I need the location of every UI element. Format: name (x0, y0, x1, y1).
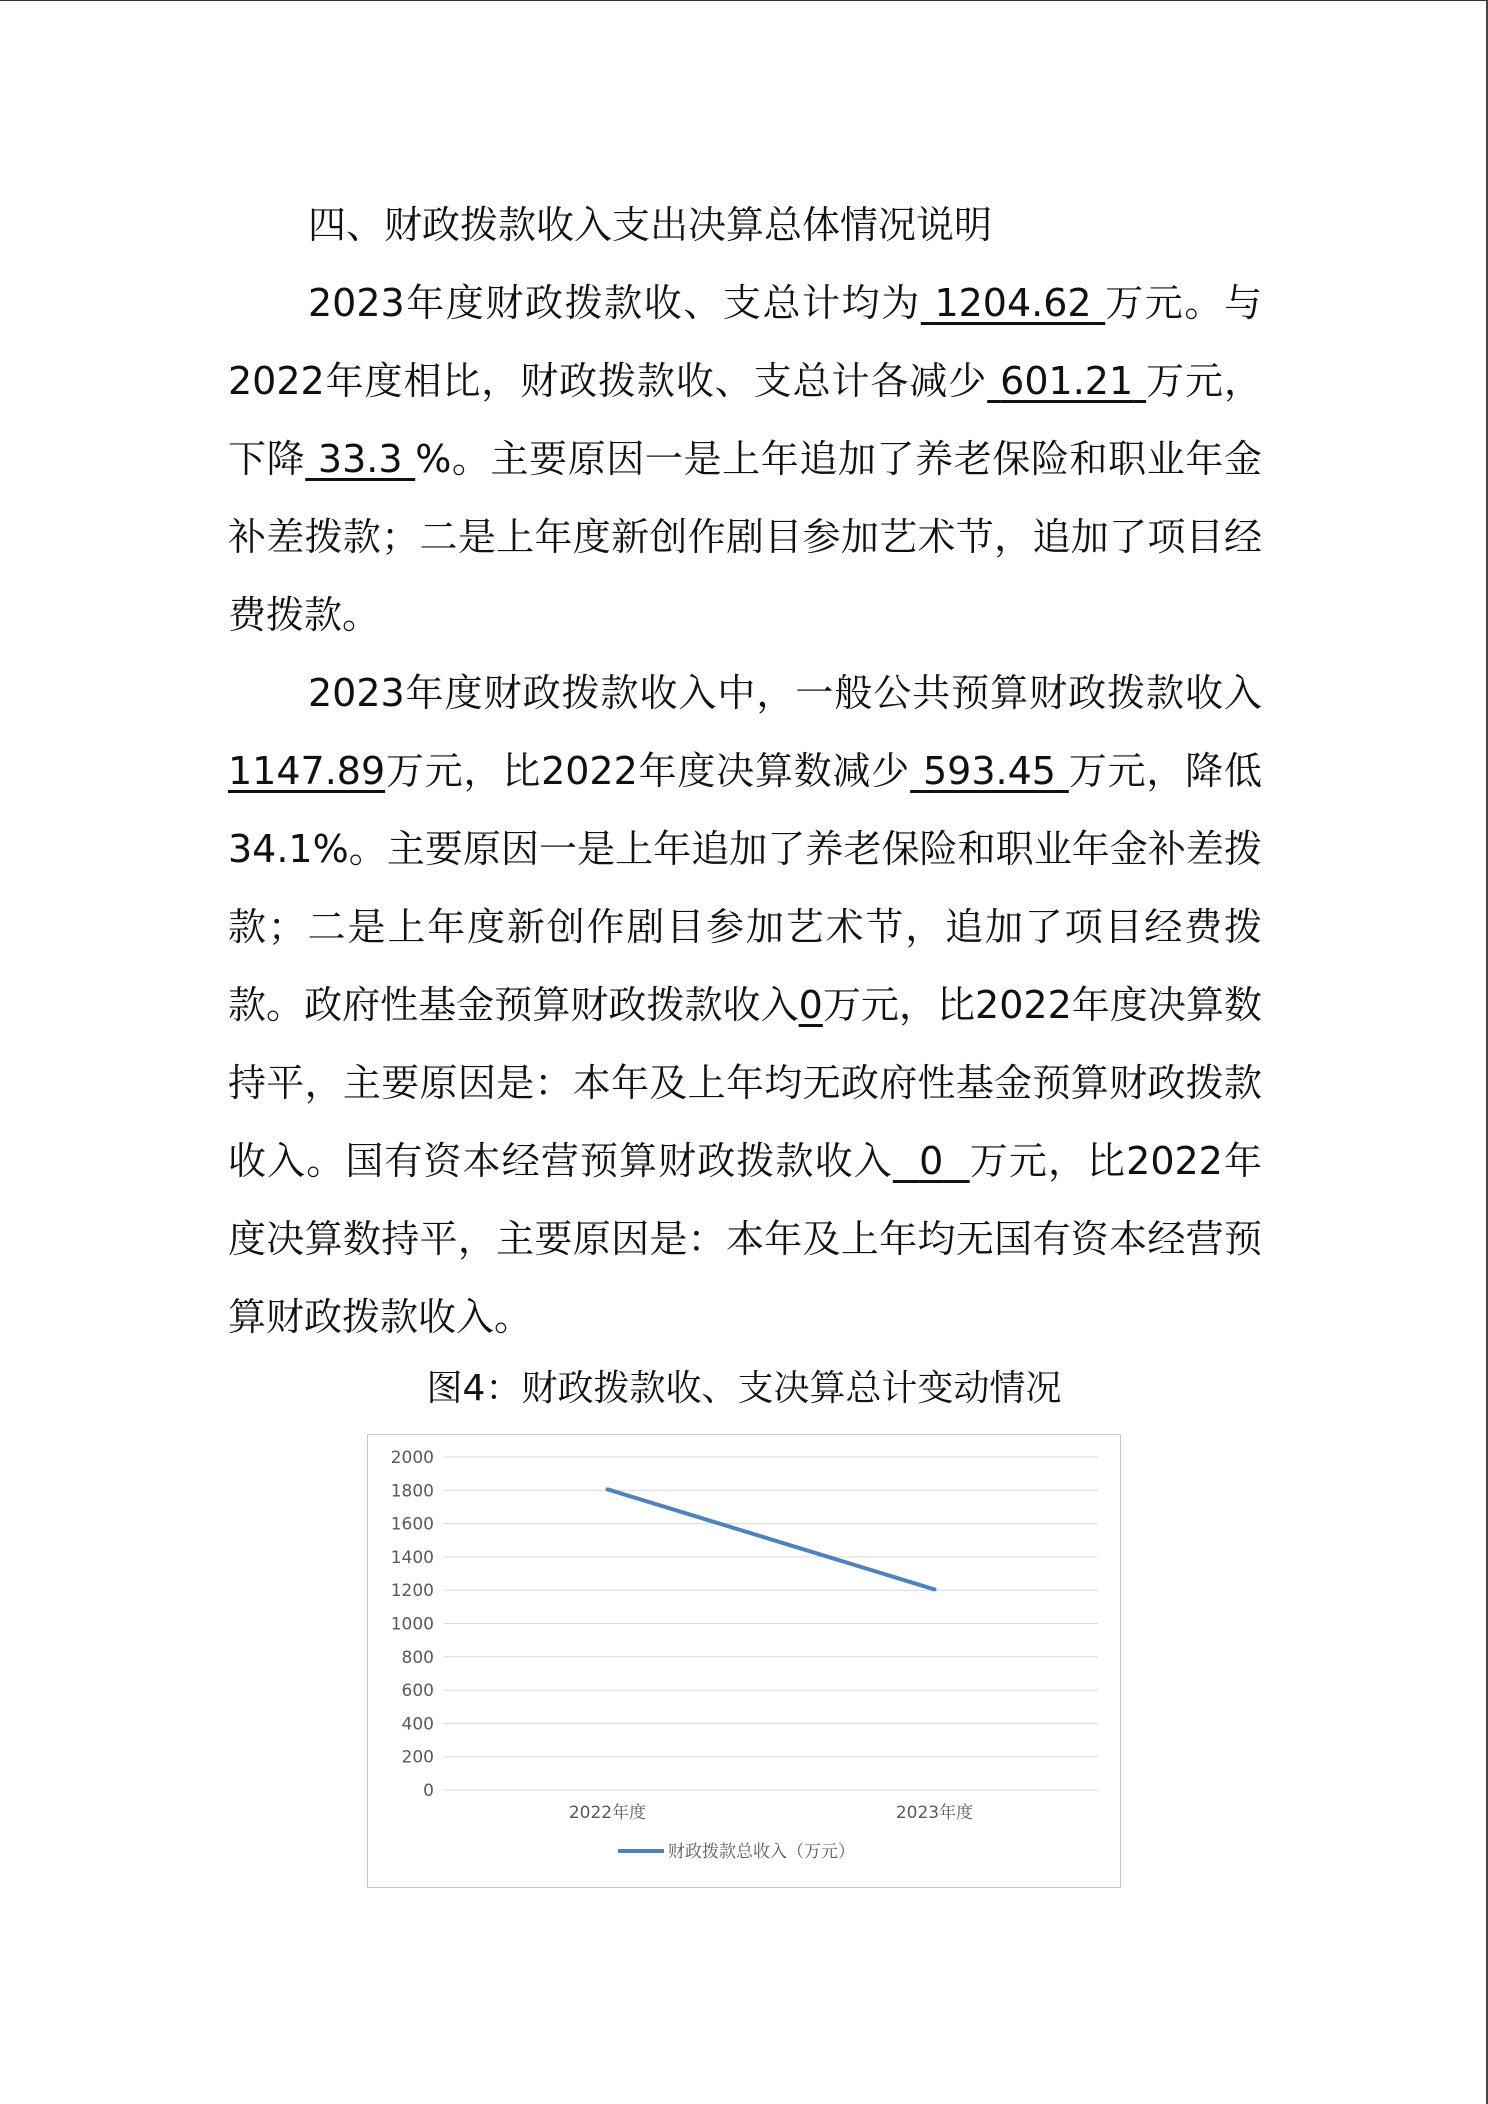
y-tick-label: 800 (401, 1647, 434, 1668)
x-tick-label: 2022年度 (568, 1803, 647, 1823)
chart-svg (368, 1435, 1120, 1887)
y-tick-label: 400 (401, 1714, 434, 1735)
value-total (921, 281, 1105, 325)
line-chart (367, 1434, 1121, 1888)
text-run: 万元，比2022年度决算数持平，主要原因是：本年及上年均无国有资本经营预算财政拨款收入。 (228, 1139, 1262, 1339)
value-percent (305, 437, 415, 481)
y-tick-label: 200 (401, 1747, 434, 1768)
section-heading: 四、财政拨款收入支出决算总体情况说明 (308, 203, 993, 247)
value-fund-budget: 0 (798, 983, 823, 1027)
y-tick-label: 1200 (390, 1581, 434, 1602)
value-total-text: 1204.62 (934, 281, 1092, 325)
y-tick-label: 0 (423, 1781, 434, 1801)
value-decrease (987, 359, 1146, 403)
y-tick-label: 600 (401, 1681, 434, 1702)
value-general-decrease-text: 593.45 (922, 749, 1056, 793)
figure-title: 图4：财政拨款收、支决算总计变动情况 (426, 1368, 1062, 1409)
series-line (608, 1489, 935, 1589)
x-tick-label: 2023年度 (895, 1803, 974, 1823)
value-general-budget: 1147.89 (228, 749, 386, 793)
text-run: 2023年度财政拨款收、支总计均为 (308, 281, 921, 325)
data-point (933, 1587, 937, 1591)
y-tick-label: 1400 (390, 1547, 434, 1568)
value-percent-text: 33.3 (317, 437, 403, 481)
paragraph-income-breakdown (228, 654, 1262, 1356)
y-tick-label: 2000 (390, 1448, 434, 1468)
value-capital-budget (893, 1139, 970, 1183)
text-run: %。主要原因一是上年追加了养老保险和职业年金补差拨款；二是上年度新创作剧目参加艺术节，追加了项目经费拨款。 (228, 437, 1262, 637)
value-general-decrease (910, 749, 1069, 793)
text-run: 万元，比2022年度决算数持平，主要原因是：本年及上年均无政府性基金预算财政拨款收入。国有资本经营预算财政拨款收入 (228, 983, 1262, 1183)
paragraph-total-summary (228, 264, 1262, 654)
data-point (606, 1487, 610, 1491)
text-run: 万元，比2022年度决算数减少 (385, 749, 911, 793)
text-run: 万元，下降 (228, 359, 1262, 481)
value-decrease-text: 601.21 (1000, 359, 1134, 403)
page-top-border (0, 0, 1486, 1)
text-run: 万元，降低34.1%。主要原因一是上年追加了养老保险和职业年金补差拨款；二是上年度新创作剧目参加艺术节，追加了项目经费拨款。政府性基金预算财政拨款收入 (228, 749, 1262, 1027)
legend-label: 财政拨款总收入（万元） (668, 1842, 855, 1862)
text-run: 2023年度财政拨款收入中，一般公共预算财政拨款收入 (308, 671, 1262, 715)
y-tick-label: 1600 (390, 1514, 434, 1535)
y-tick-label: 1000 (390, 1614, 434, 1635)
value-capital-budget-text: 0 (919, 1139, 944, 1183)
y-tick-label: 1800 (390, 1481, 434, 1502)
document-body (228, 186, 1262, 1356)
text-run: 万元。与2022年度相比，财政拨款收、支总计各减少 (228, 281, 1262, 403)
